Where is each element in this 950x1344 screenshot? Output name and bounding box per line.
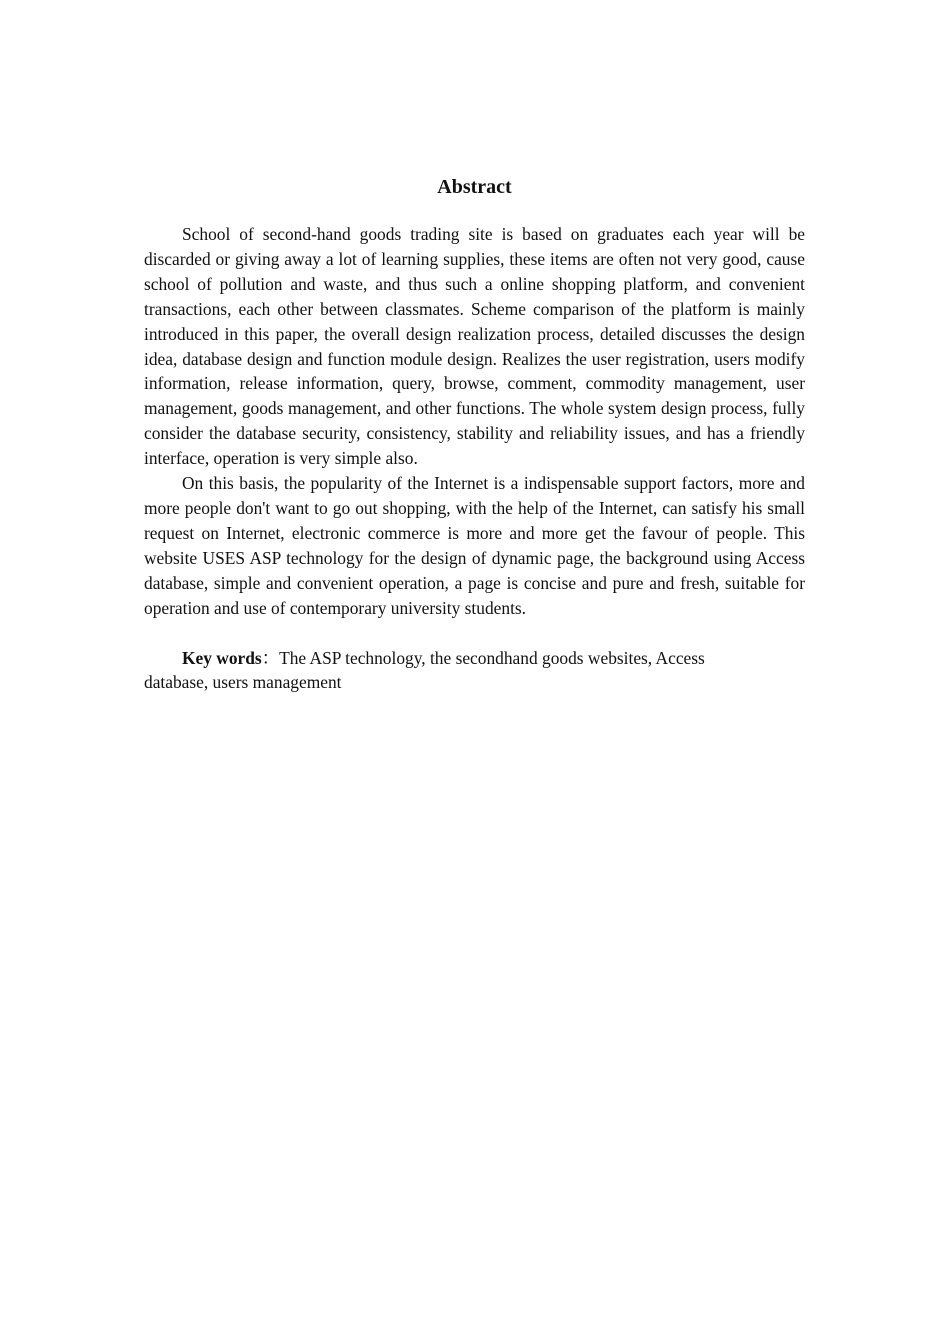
abstract-paragraph-2: On this basis, the popularity of the Internet is a indispensable support factors, more and more people don't want to go out shopping, with the help of the Internet, can satisfy his small request on Internet, electronic commerce is more and more get the favour of people. This website USES ASP technology for the design of dynamic page, the background using Access database, simple and convenient operation, a page is concise and pure and fresh, suitable for operation and use of contemporary university students. (144, 473, 805, 618)
abstract-paragraph-1: School of second-hand goods trading site is based on graduates each year will be discarded or giving away a lot of learning supplies, these items are often not very good, cause school of pollution and waste, and thus such a online shopping platform, and convenient transactions, each other between classmates. Scheme comparison of the platform is mainly introduced in this paper, the overall design realization process, detailed discusses the design idea, database design and function module design. Realizes the user registration, users modify information, release information, query, browse, comment, commodity management, user management, goods management, and other functions. The whole system design process, fully consider the database security, consistency, stability and reliability issues, and has a friendly interface, operation is very simple also. (144, 224, 805, 469)
keywords-label: Key words (182, 647, 262, 668)
abstract-section (144, 172, 805, 695)
abstract-title: Abstract (437, 176, 512, 198)
keywords-text: The ASP technology, the secondhand goods websites, Access database, users management (144, 647, 705, 693)
keywords-line (144, 646, 805, 696)
keywords-separator: ： (261, 647, 280, 668)
